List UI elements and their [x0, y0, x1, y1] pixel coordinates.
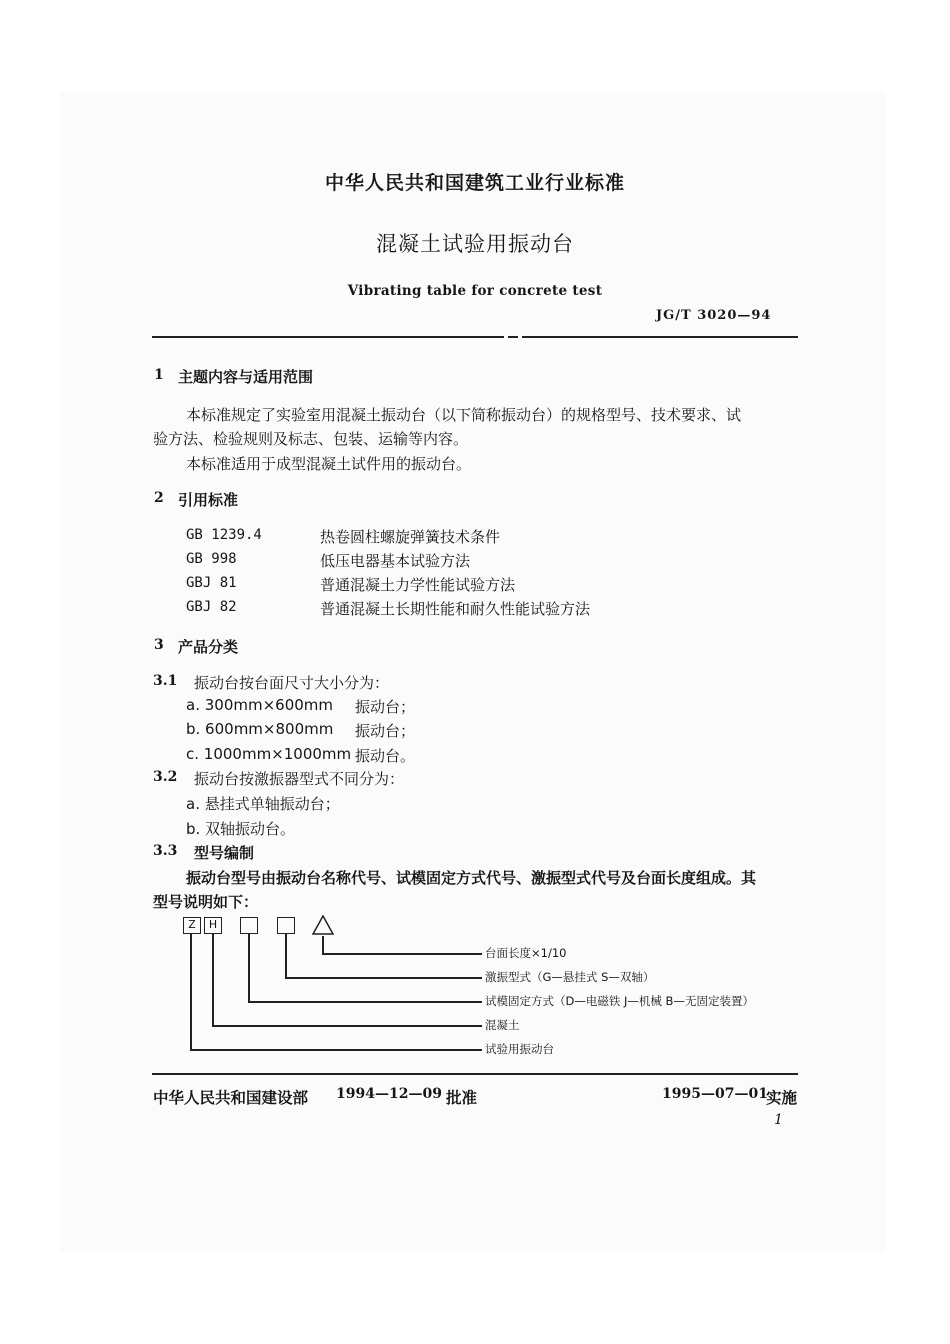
- section-3-3-para-a: 振动台型号由振动台名称代号、试模固定方式代号、激振型式代号及台面长度组成。其: [186, 869, 757, 887]
- label-table-length: 台面长度×1/10: [485, 946, 567, 960]
- doc-title: 混凝土试验用振动台: [376, 232, 574, 256]
- exciter-item: a. 悬挂式单轴振动台；: [186, 795, 340, 813]
- header-rule-mid: [508, 336, 518, 338]
- size-item-suffix: 振动台；: [355, 698, 416, 716]
- footer-rule: [152, 1073, 798, 1075]
- section-3-1-number: 3.1: [153, 673, 178, 689]
- exciter-item: b. 双轴振动台。: [186, 820, 296, 838]
- ref-code: GBJ 82: [186, 599, 237, 615]
- connector-fixing-v: [248, 934, 250, 1002]
- connector-concrete-v: [212, 934, 214, 1026]
- connector-concrete-h: [212, 1025, 482, 1027]
- triangle-length-symbol: [312, 915, 334, 935]
- size-item-suffix: 振动台；: [355, 722, 416, 740]
- page-number: 1: [774, 1112, 783, 1128]
- code-box-z: [183, 917, 201, 934]
- connector-exciter-h: [285, 977, 482, 979]
- section-1-number: 1: [154, 367, 164, 383]
- footer-approve-date: 1994—12—09: [336, 1086, 442, 1102]
- section-2-title: 引用标准: [178, 491, 239, 509]
- code-box-z-letter: Z: [188, 918, 196, 931]
- size-item-suffix: 振动台。: [355, 747, 416, 765]
- ref-name: 普通混凝土长期性能和耐久性能试验方法: [320, 600, 591, 618]
- code-box-exciter: [277, 917, 295, 934]
- connector-table-h: [190, 1049, 482, 1051]
- connector-exciter-v: [285, 934, 287, 978]
- connector-fixing-h: [248, 1001, 482, 1003]
- section-3-3-title: 型号编制: [194, 844, 255, 862]
- section-1-title: 主题内容与适用范围: [178, 368, 314, 386]
- section-3-3-number: 3.3: [153, 843, 178, 859]
- header-rule-right: [522, 336, 798, 338]
- connector-length-h: [322, 953, 482, 955]
- section-3-2-text: 振动台按激振器型式不同分为：: [194, 770, 405, 788]
- size-item-label: a. 300mm×600mm: [186, 696, 334, 714]
- ref-code: GB 1239.4: [186, 527, 262, 543]
- label-fixing-method: 试模固定方式（D—电磁铁 J—机械 B—无固定装置）: [485, 994, 754, 1008]
- section-3-3-para-b: 型号说明如下：: [153, 893, 259, 911]
- size-item-label: b. 600mm×800mm: [186, 720, 334, 738]
- section-3-2-number: 3.2: [153, 769, 178, 785]
- code-box-h-letter: H: [208, 918, 218, 931]
- section-1-para-2: 本标准适用于成型混凝土试件用的振动台。: [186, 455, 472, 473]
- standard-code: JG/T 3020—94: [656, 308, 772, 323]
- english-title: Vibrating table for concrete test: [347, 283, 603, 299]
- header-rule-left: [152, 336, 504, 338]
- section-1-para-1a: 本标准规定了实验室用混凝土振动台（以下简称振动台）的规格型号、技术要求、试: [186, 406, 742, 424]
- footer-impl-date: 1995—07—01: [662, 1086, 768, 1102]
- section-1-para-1b: 验方法、检验规则及标志、包装、运输等内容。: [153, 430, 469, 448]
- connector-length-v: [322, 936, 324, 954]
- section-3-title: 产品分类: [178, 638, 239, 656]
- code-box-fixing: [240, 917, 258, 934]
- section-2-number: 2: [154, 490, 164, 506]
- ref-name: 热卷圆柱螺旋弹簧技术条件: [320, 528, 501, 546]
- footer-impl-word: 实施: [766, 1089, 798, 1107]
- section-3-1-text: 振动台按台面尺寸大小分为：: [194, 674, 390, 692]
- section-3-number: 3: [154, 637, 164, 653]
- connector-table-v: [190, 934, 192, 1050]
- footer-approve-word: 批准: [446, 1089, 478, 1107]
- label-test-vibrating-table: 试验用振动台: [485, 1042, 554, 1056]
- ref-name: 普通混凝土力学性能试验方法: [320, 576, 516, 594]
- code-box-h: [204, 917, 222, 934]
- ref-code: GB 998: [186, 551, 237, 567]
- label-concrete: 混凝土: [485, 1018, 520, 1032]
- ref-code: GBJ 81: [186, 575, 237, 591]
- label-exciter-type: 激振型式（G—悬挂式 S—双轴）: [485, 970, 655, 984]
- size-item-label: c. 1000mm×1000mm: [186, 745, 352, 763]
- document-page: [60, 92, 886, 1252]
- ref-name: 低压电器基本试验方法: [320, 552, 471, 570]
- footer-approver: 中华人民共和国建设部: [153, 1089, 309, 1107]
- org-title: 中华人民共和国建筑工业行业标准: [324, 172, 625, 194]
